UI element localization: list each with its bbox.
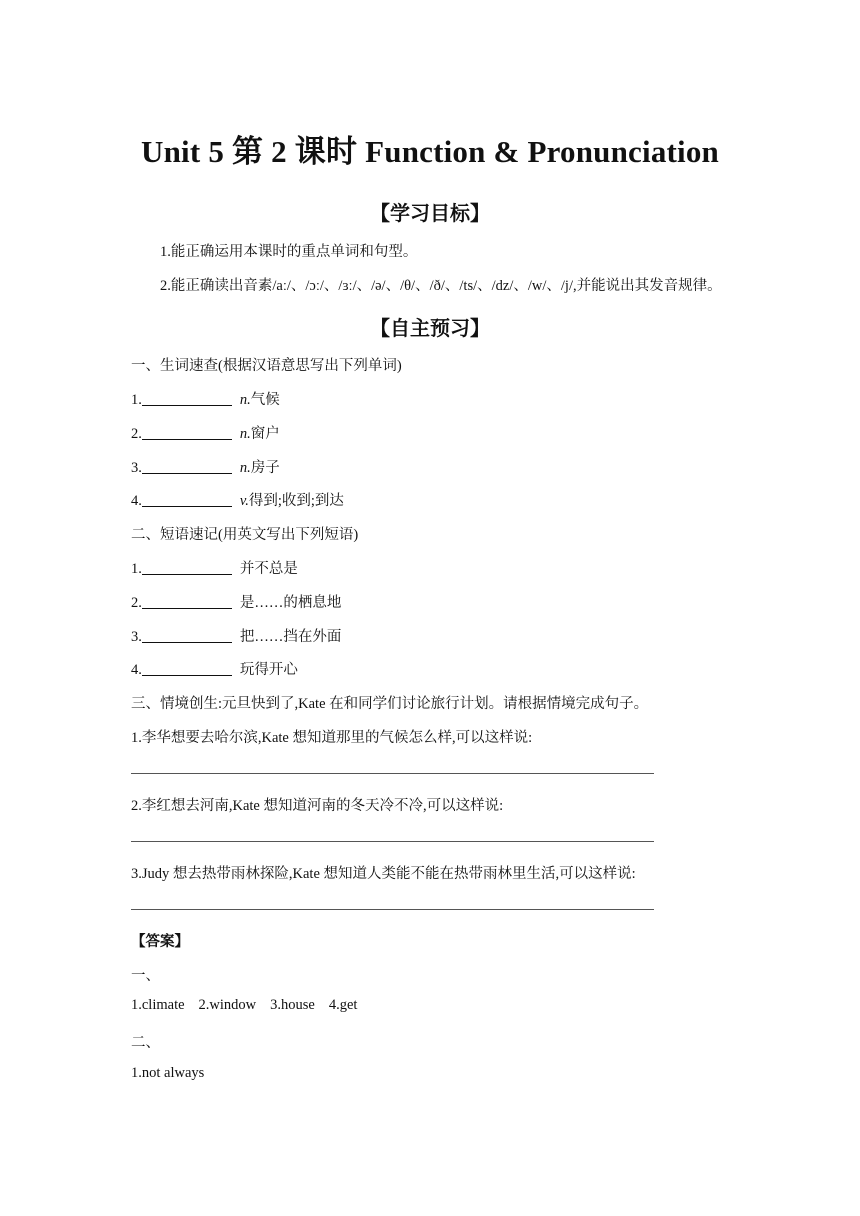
answer-text: 1.not always <box>131 1065 205 1081</box>
item-meaning: 房子 <box>250 460 280 476</box>
item-number: 2. <box>131 426 142 442</box>
page-title: Unit 5 第 2 课时 Function & Pronunciation <box>141 134 719 169</box>
phrase-item <box>131 591 341 612</box>
answers-section2-label: 二、 <box>131 1035 160 1051</box>
objectives-heading: 【学习目标】 <box>370 201 490 225</box>
item-number: 3. <box>131 460 142 476</box>
answer-blank[interactable] <box>142 560 232 575</box>
answer-blank[interactable] <box>142 391 232 406</box>
vocab-item <box>131 489 344 510</box>
item-meaning: 窗户 <box>250 426 280 442</box>
answer-blank[interactable] <box>142 492 232 507</box>
answers-heading: 【答案】 <box>131 934 189 950</box>
answers-section1-label: 一、 <box>131 968 160 984</box>
item-meaning: 气候 <box>250 392 280 408</box>
answers-section2 <box>131 1065 204 1082</box>
answer-blank[interactable] <box>142 459 232 474</box>
answer-blank[interactable] <box>142 628 232 643</box>
item-number: 3. <box>131 629 142 645</box>
answer-text: 2.window <box>198 997 257 1013</box>
objective-item: 1.能正确运用本课时的重点单词和句型。 <box>160 244 418 260</box>
answer-line[interactable] <box>131 909 654 910</box>
item-meaning: 并不总是 <box>239 561 298 577</box>
answer-line[interactable] <box>131 841 654 842</box>
vocab-item <box>131 456 280 477</box>
answer-blank[interactable] <box>142 594 232 609</box>
item-meaning: 玩得开心 <box>239 662 298 678</box>
part-of-speech: n. <box>239 426 251 442</box>
section1-title: 一、生词速查(根据汉语意思写出下列单词) <box>131 358 402 374</box>
section3-title: 三、情境创生:元旦快到了,Kate 在和同学们讨论旅行计划。请根据情境完成句子。 <box>131 696 649 712</box>
answer-blank[interactable] <box>142 425 232 440</box>
phrase-item <box>131 658 298 679</box>
answer-line[interactable] <box>131 773 654 774</box>
answer-text: 4.get <box>328 997 358 1013</box>
item-number: 1. <box>131 392 142 408</box>
preview-heading: 【自主预习】 <box>370 316 490 340</box>
vocab-item <box>131 388 280 409</box>
item-meaning: 得到;收到;到达 <box>248 493 344 509</box>
part-of-speech: v. <box>239 493 249 509</box>
vocab-item <box>131 422 280 443</box>
section2-title: 二、短语速记(用英文写出下列短语) <box>131 527 359 543</box>
part-of-speech: n. <box>239 460 251 476</box>
objective-item: 2.能正确读出音素/aː/、/ɔː/、/ɜː/、/ə/、/θ/、/ð/、/ts/、/dz/、/w/、/j/,并能说出其发音规律。 <box>160 278 722 294</box>
answer-blank[interactable] <box>142 661 232 676</box>
item-number: 4. <box>131 493 142 509</box>
item-meaning: 是……的栖息地 <box>239 595 342 611</box>
answers-section1 <box>131 997 371 1014</box>
phrase-item <box>131 557 298 578</box>
scenario-item: 3.Judy 想去热带雨林探险,Kate 想知道人类能不能在热带雨林里生活,可以这样说: <box>131 866 636 882</box>
item-number: 4. <box>131 662 142 678</box>
part-of-speech: n. <box>239 392 251 408</box>
answer-text: 3.house <box>270 997 315 1013</box>
item-number: 1. <box>131 561 142 577</box>
phrase-item <box>131 625 341 646</box>
answer-text: 1.climate <box>131 997 185 1013</box>
scenario-item: 2.李红想去河南,Kate 想知道河南的冬天冷不冷,可以这样说: <box>131 798 504 814</box>
item-number: 2. <box>131 595 142 611</box>
item-meaning: 把……挡在外面 <box>239 629 342 645</box>
scenario-item: 1.李华想要去哈尔滨,Kate 想知道那里的气候怎么样,可以这样说: <box>131 730 533 746</box>
